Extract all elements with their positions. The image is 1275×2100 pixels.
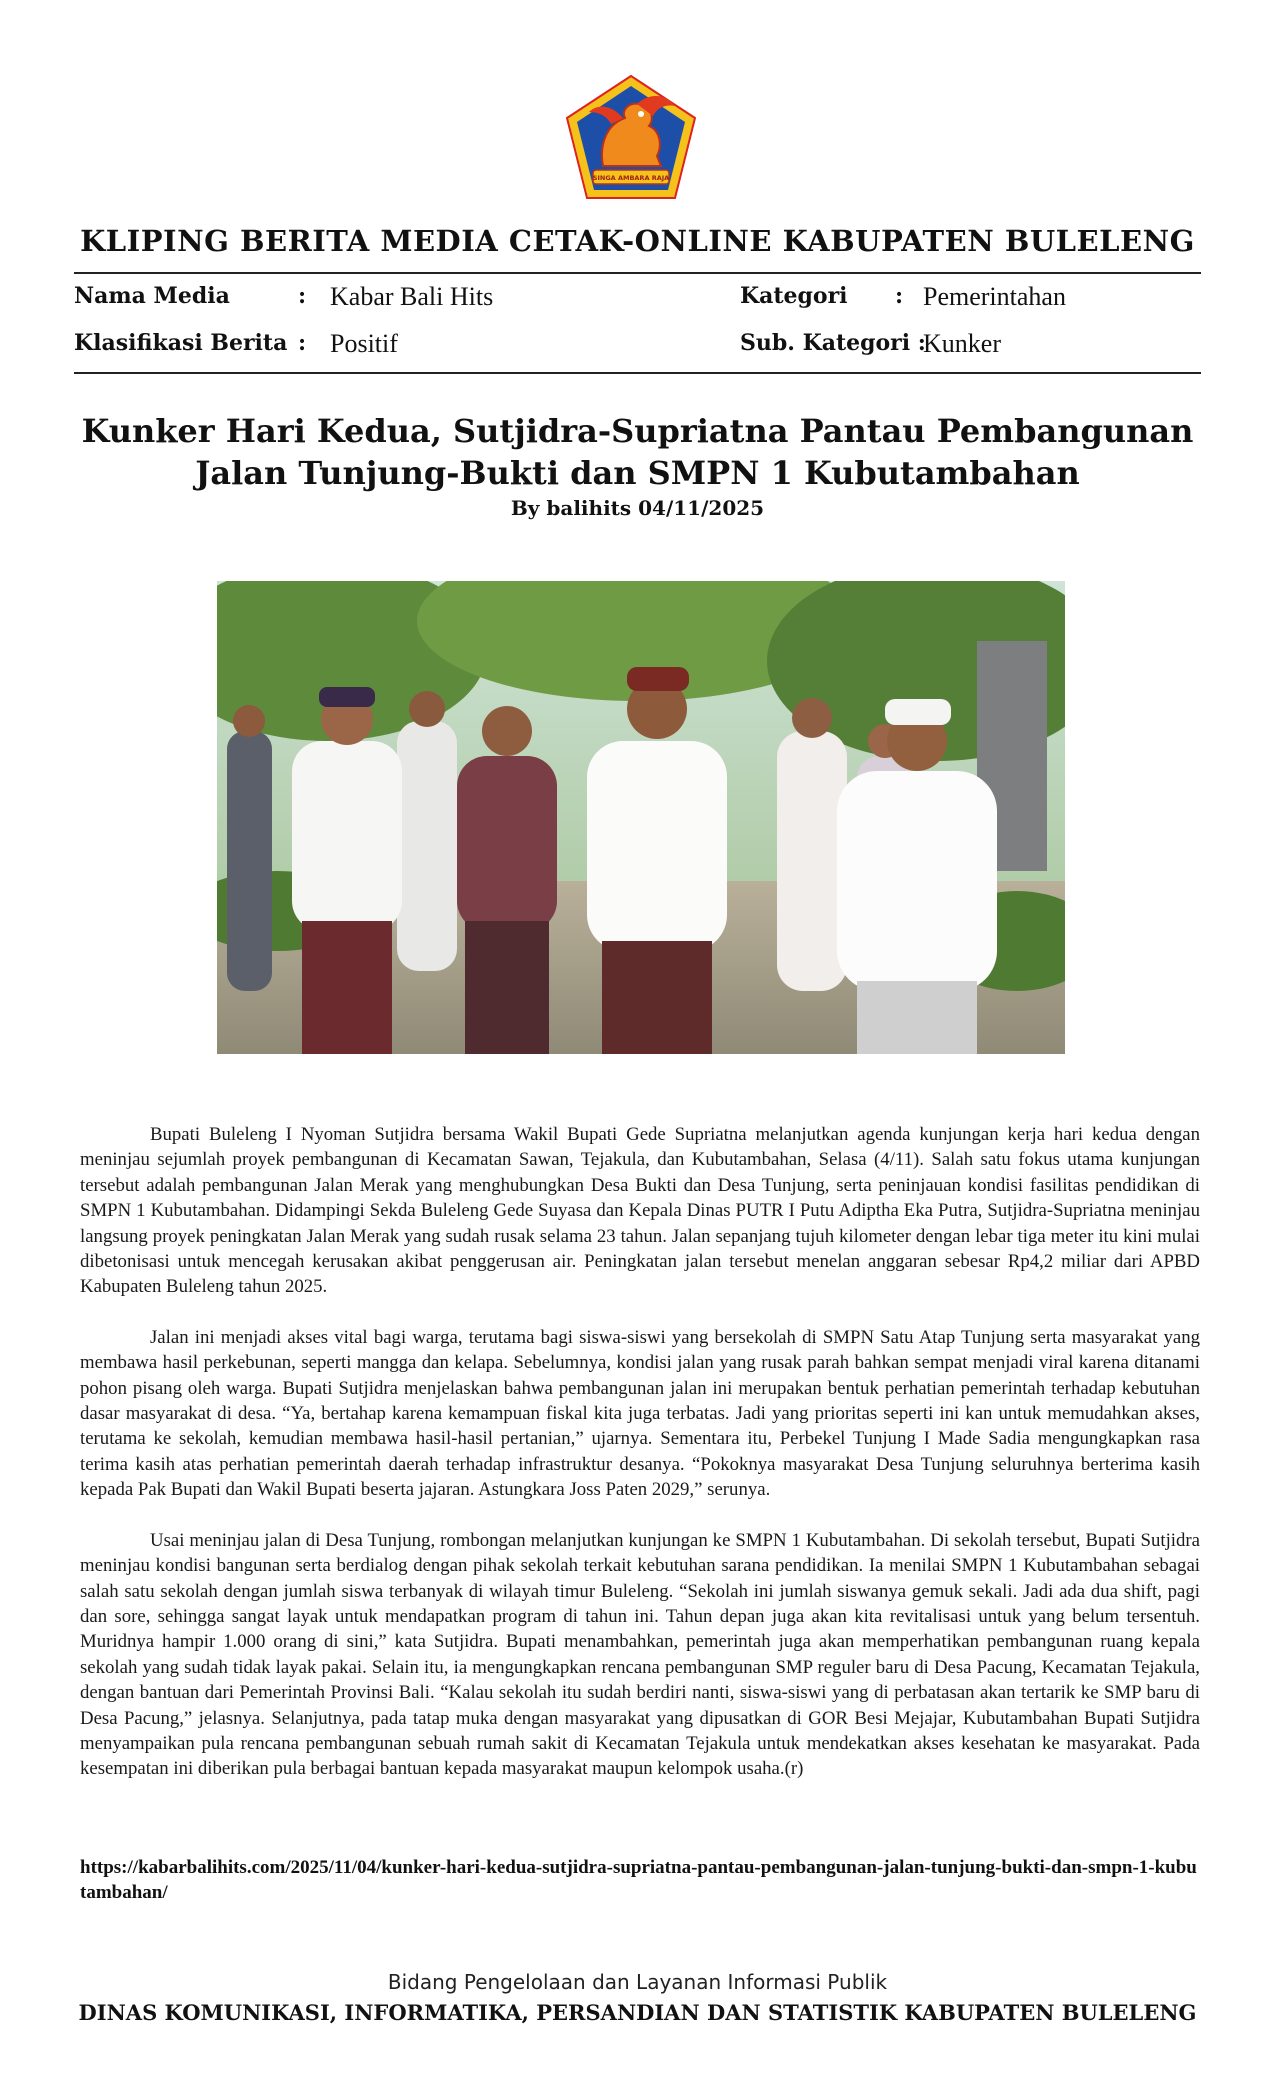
source-link[interactable]: https://kabarbalihits.com/2025/11/04/kunker-hari-kedua-sutjidra-supriatna-pantau-pembangunan-jalan-tunjung-bukti-dan-smpn-1-kubutambahan/ [80,1857,1197,1903]
headline-line-1: Kunker Hari Kedua, Sutjidra-Supriatna Pantau Pembangunan [81,412,1194,450]
document-title: KLIPING BERITA MEDIA CETAK-ONLINE KABUPATEN BULELENG [80,224,1195,258]
header-rule-bottom [74,372,1201,374]
media-value: Kabar Bali Hits [330,282,494,311]
footer-unit: Bidang Pengelolaan dan Layanan Informasi Publik [387,1970,888,1994]
article-byline: By balihits 04/11/2025 [510,496,765,520]
category-colon: : [895,283,904,309]
logo-caption: SINGA AMBARA RAJA [592,174,670,182]
article-paragraph-2: Jalan ini menjadi akses vital bagi warga, terutama bagi siswa-siswi yang bersekolah di SMPN Satu Atap Tunjung serta masyarakat yang membawa hasil perkebunan, seperti mangga dan kelapa. Sebelumnya, kondisi jalan yang rusak parah bahkan sempat menjadi viral karena ditanami pohon pisang oleh warga. Bupati Sutjidra menjelaskan bahwa pembangunan jalan ini merupakan bentuk perhatian pemerintah terhadap kebutuhan dasar masyarakat di desa. “Ya, bertahap karena kemampuan fiskal kita juga terbatas. Jadi yang prioritas seperti ini kan untuk memudahkan akses, terutama ke sekolah, kemudian membawa hasil-hasil pertanian,” ujarnya. Sementara itu, Perbekel Tunjung I Made Sadia mengungkapkan rasa terima kasih atas perhatian pemerintah daerah terhadap infrastruktur desanya. “Pokoknya masyarakat Desa Tunjung seluruhnya berterima kasih kepada Pak Bupati dan Wakil Bupati beserta jajaran. Astungkara Joss Paten 2029,” serunya. [80,1326,1200,1501]
media-label: Nama Media [74,283,230,309]
classification-value: Positif [330,329,398,358]
article-photo [217,581,1065,1054]
classification-label: Klasifikasi Berita [74,330,288,356]
category-label: Kategori [740,283,848,309]
article-paragraph-1: Bupati Buleleng I Nyoman Sutjidra bersama Wakil Bupati Gede Supriatna melanjutkan agenda kunjungan kerja hari kedua dengan meninjau sejumlah proyek pembangunan di Kecamatan Sawan, Tejakula, dan Kubutambahan, Selasa (4/11). Salah satu fokus utama kunjungan tersebut adalah pembangunan Jalan Merak yang menghubungkan Desa Bukti dan Desa Tunjung, serta peninjauan kondisi fasilitas pendidikan di SMPN 1 Kubutambahan. Didampingi Sekda Buleleng Gede Suyasa dan Kepala Dinas PUTR I Putu Adiptha Eka Putra, Sutjidra-Supriatna meninjau langsung proyek peningkatan Jalan Merak yang sudah rusak selama 23 tahun. Jalan sepanjang tujuh kilometer dengan lebar tiga meter itu kini mulai dibetonisasi untuk mencegah kerusakan akibat penggerusan air. Peningkatan jalan tersebut menelan anggaran sebesar Rp4,2 miliar dari APBD Kabupaten Buleleng tahun 2025. [80,1124,1200,1298]
media-colon: : [298,283,307,309]
headline-line-2: Jalan Tunjung-Bukti dan SMPN 1 Kubutambahan [195,454,1080,492]
article-headline [0,410,1275,494]
subcategory-label: Sub. Kategori : [740,330,926,356]
classification-colon: : [298,330,307,356]
article-paragraph-3: Usai meninjau jalan di Desa Tunjung, rombongan melanjutkan kunjungan ke SMPN 1 Kubutambahan. Di sekolah tersebut, Bupati Sutjidra meninjau kondisi bangunan serta berdialog dengan pihak sekolah terkait kebutuhan sarana pendidikan. Ia menilai SMPN 1 Kubutambahan sebagai salah satu sekolah dengan jumlah siswa terbanyak di wilayah timur Buleleng. “Sekolah ini jumlah siswanya gemuk sekali. Jadi ada dua shift, pagi dan sore, sehingga sangat layak untuk mendapatkan program di tahun ini. Tahun depan juga akan kita revitalisasi untuk yang belum tersentuh. Muridnya hampir 1.000 orang di sini,” kata Sutjidra. Bupati menambahkan, pemerintah juga akan memperhatikan pembangunan ruang kepala sekolah yang sudah tidak layak pakai. Selain itu, ia mengungkapkan rencana pembangunan SMP reguler baru di Desa Pacung, Kecamatan Tejakula, dengan bantuan dari Pemerintah Provinsi Bali. “Kalau sekolah itu sudah berdiri nanti, siswa-siswi yang di perbatasan akan tertarik ke SMP baru di Desa Pacung,” jelasnya. Selanjutnya, pada tatap muka dengan masyarakat yang dipusatkan di GOR Besi Mejajar, Kubutambahan Bupati Sutjidra menyampaikan pula rencana pembangunan sebuah rumah sakit di Kecamatan Tejakula untuk mendekatkan akses kesehatan ke masyarakat. Pada kesempatan ini diberikan pula berbagai bantuan kepada masyarakat maupun kelompok usaha.(r) [80,1529,1200,1780]
footer-agency: DINAS KOMUNIKASI, INFORMATIKA, PERSANDIAN DAN STATISTIK KABUPATEN BULELENG [78,2000,1197,2025]
article-body [80,1122,1200,1807]
category-value: Pemerintahan [923,282,1066,311]
subcategory-value: Kunker [923,329,1001,358]
buleleng-regency-logo [563,74,699,202]
header-rule-top [74,272,1201,274]
